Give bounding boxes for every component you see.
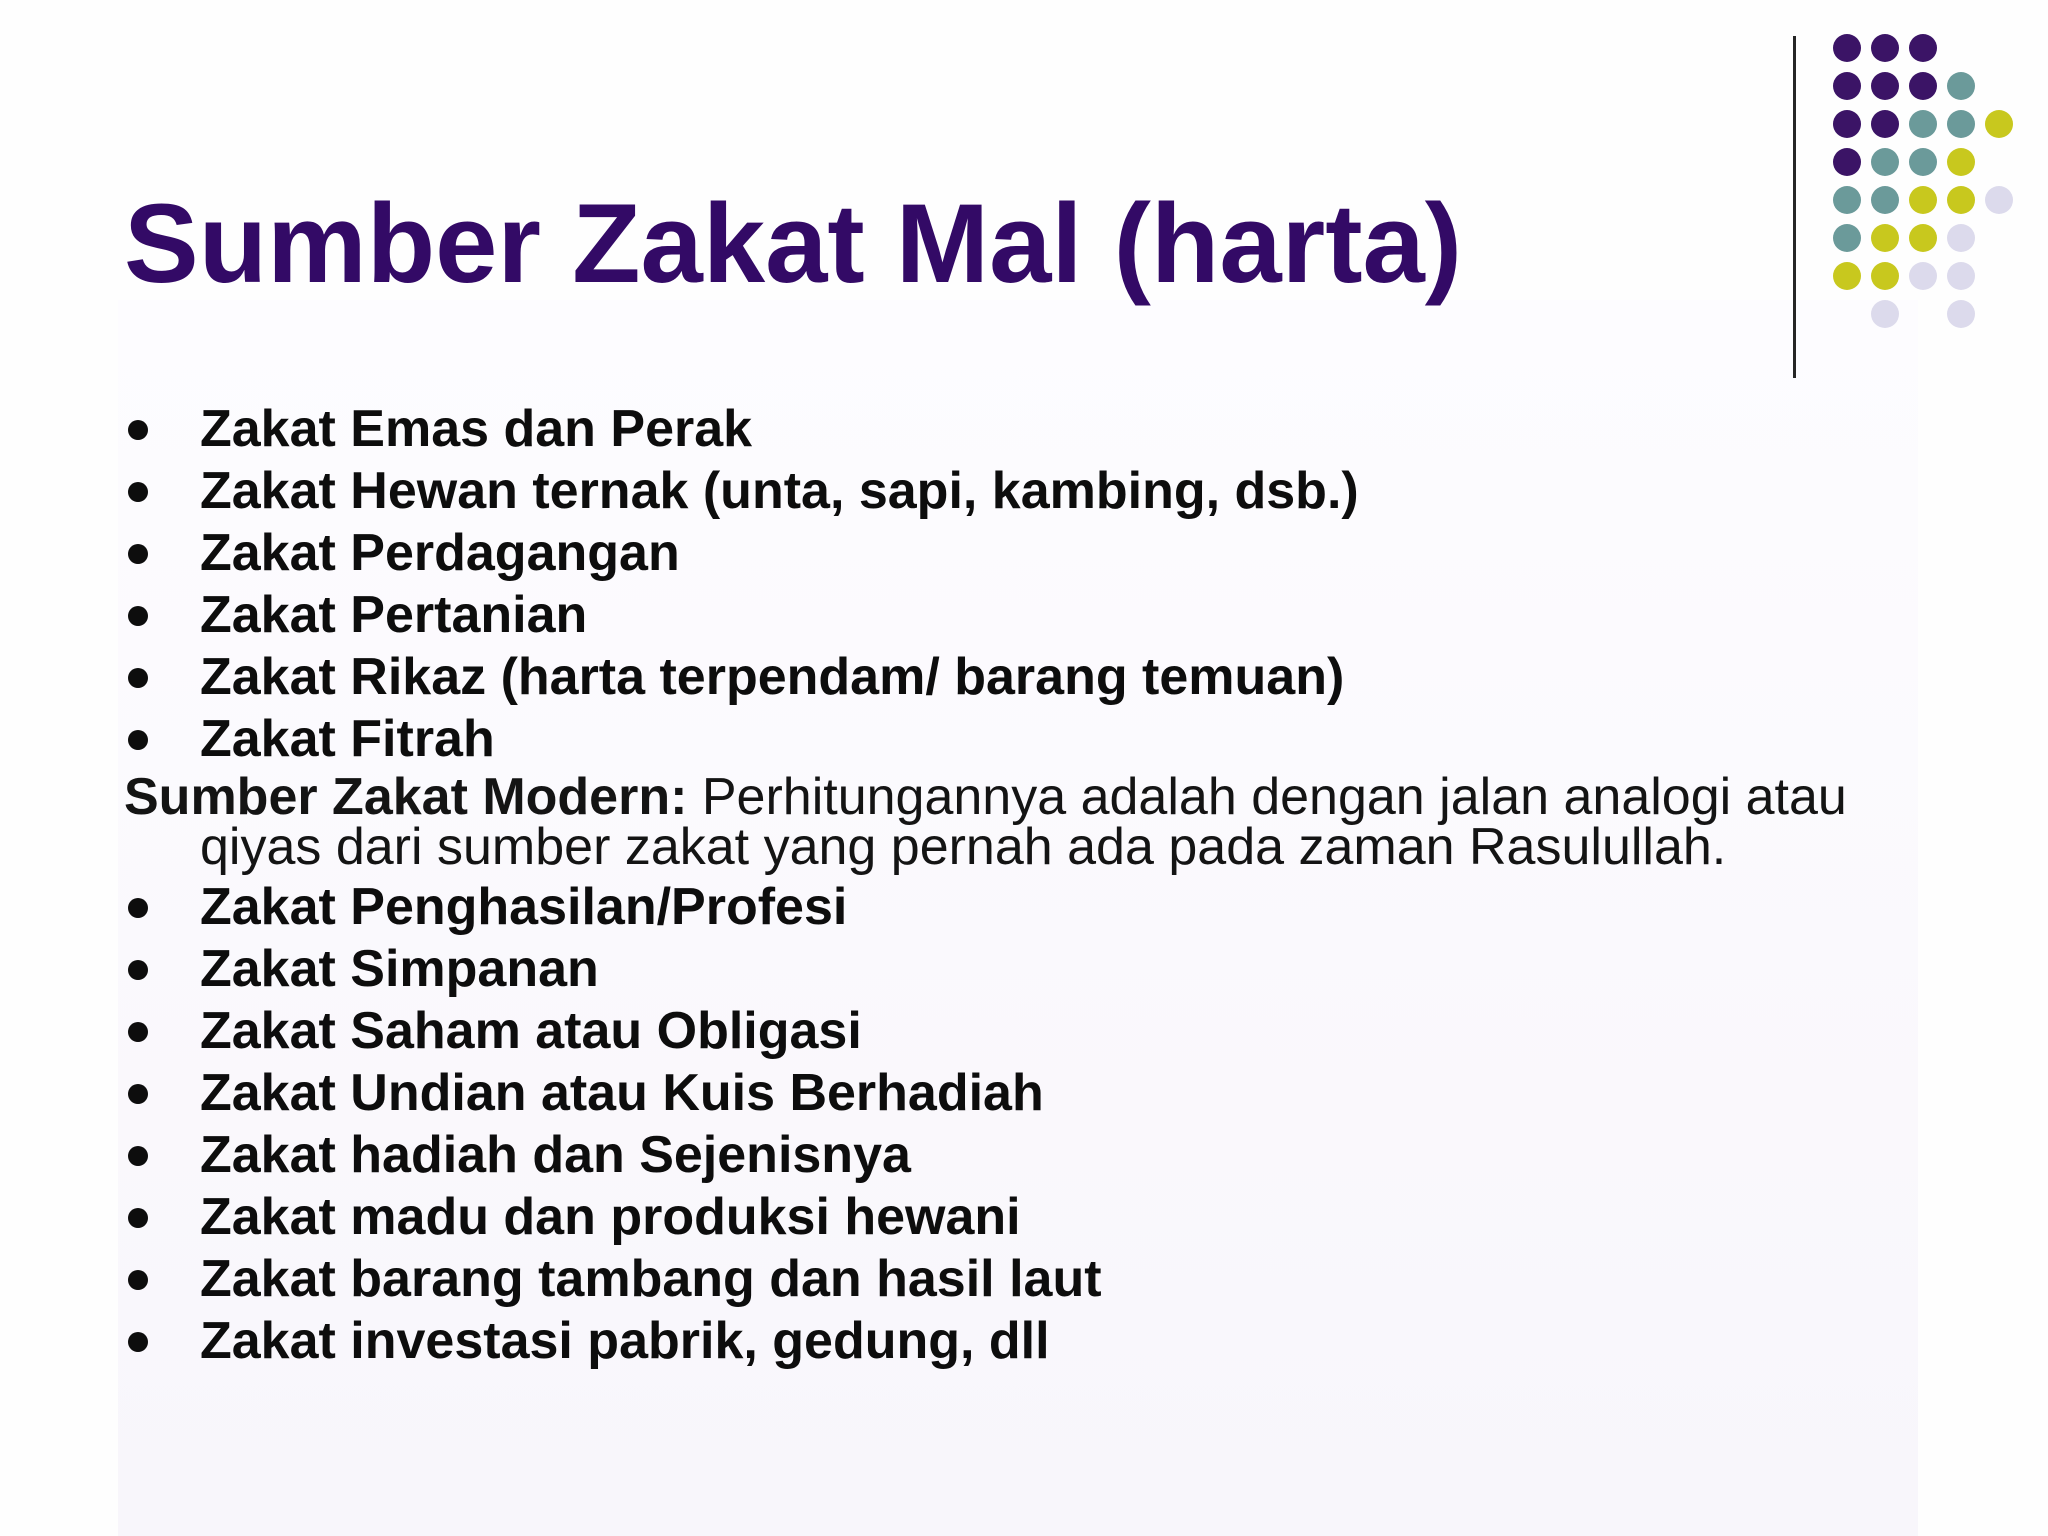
bullet-icon: [128, 1270, 148, 1290]
list-item: [124, 460, 1359, 522]
decorative-dot: [1947, 224, 1975, 252]
decorative-dot: [1947, 186, 1975, 214]
decorative-dot: [1871, 262, 1899, 290]
decorative-dot: [1947, 300, 1975, 328]
traditional-sources-list: [124, 398, 1359, 770]
decorative-dot: [1985, 186, 2013, 214]
decorative-dot: [1909, 186, 1937, 214]
list-item: [124, 398, 1359, 460]
decorative-dot: [1985, 110, 2013, 138]
decorative-dot: [1871, 224, 1899, 252]
decorative-dot: [1947, 262, 1975, 290]
bullet-icon: [128, 960, 148, 980]
list-item-label: Zakat Undian atau Kuis Berhadiah: [200, 1064, 1044, 1122]
bullet-icon: [128, 1084, 148, 1104]
decorative-dot: [1833, 148, 1861, 176]
list-item-label: Zakat Fitrah: [200, 710, 495, 768]
bullet-icon: [128, 606, 148, 626]
bullet-icon: [128, 1146, 148, 1166]
bullet-icon: [128, 668, 148, 688]
decorative-dot: [1909, 110, 1937, 138]
list-item: [124, 938, 1102, 1000]
list-item-label: Zakat Perdagangan: [200, 524, 680, 582]
list-item-label: Zakat investasi pabrik, gedung, dll: [200, 1312, 1050, 1370]
list-item-label: Zakat madu dan produksi hewani: [200, 1188, 1021, 1246]
bullet-icon: [128, 1022, 148, 1042]
list-item: [124, 584, 1359, 646]
list-item: [124, 1000, 1102, 1062]
list-item: [124, 1062, 1102, 1124]
decorative-dot: [1833, 262, 1861, 290]
list-item: [124, 708, 1359, 770]
decorative-dot: [1833, 72, 1861, 100]
decorative-dot: [1947, 110, 1975, 138]
bullet-icon: [128, 420, 148, 440]
list-item-label: Zakat Penghasilan/Profesi: [200, 878, 848, 936]
list-item: [124, 1124, 1102, 1186]
list-item-label: Zakat Rikaz (harta terpendam/ barang temuan): [200, 648, 1345, 706]
modern-sources-note: [124, 768, 1924, 876]
decorative-dot: [1871, 186, 1899, 214]
decorative-dot: [1833, 224, 1861, 252]
decorative-dot: [1947, 148, 1975, 176]
decorative-dot: [1833, 110, 1861, 138]
list-item: [124, 876, 1102, 938]
decorative-dot: [1871, 110, 1899, 138]
bullet-icon: [128, 1332, 148, 1352]
bullet-icon: [128, 482, 148, 502]
list-item: [124, 522, 1359, 584]
vertical-divider: [1793, 36, 1796, 378]
list-item: [124, 1186, 1102, 1248]
slide-title: Sumber Zakat Mal (harta): [124, 181, 1463, 306]
list-item: [124, 1248, 1102, 1310]
decorative-dot: [1871, 72, 1899, 100]
decorative-dot: [1909, 224, 1937, 252]
list-item: [124, 1310, 1102, 1372]
modern-sources-list: [124, 876, 1102, 1372]
decorative-dot: [1871, 34, 1899, 62]
modern-sources-text-line2: qiyas dari sumber zakat yang pernah ada pada zaman Rasulullah.: [200, 818, 1727, 876]
list-item-label: Zakat hadiah dan Sejenisnya: [200, 1126, 911, 1184]
bullet-icon: [128, 898, 148, 918]
decorative-dot: [1871, 148, 1899, 176]
bullet-icon: [128, 730, 148, 750]
list-item-label: Zakat Hewan ternak (unta, sapi, kambing, dsb.): [200, 462, 1359, 520]
modern-sources-text-line1: Perhitungannya adalah dengan jalan analogi atau: [687, 768, 1847, 826]
list-item-label: Zakat Simpanan: [200, 940, 599, 998]
decorative-dot: [1947, 72, 1975, 100]
decorative-dot: [1909, 262, 1937, 290]
bullet-icon: [128, 544, 148, 564]
decorative-dot: [1833, 34, 1861, 62]
list-item-label: Zakat Pertanian: [200, 586, 588, 644]
modern-sources-label: Sumber Zakat Modern:: [124, 768, 688, 826]
list-item: [124, 646, 1359, 708]
decorative-dot: [1909, 34, 1937, 62]
decorative-dot: [1909, 148, 1937, 176]
decorative-dot: [1833, 186, 1861, 214]
decorative-dot: [1909, 72, 1937, 100]
list-item-label: Zakat Emas dan Perak: [200, 400, 753, 458]
bullet-icon: [128, 1208, 148, 1228]
list-item-label: Zakat barang tambang dan hasil laut: [200, 1250, 1102, 1308]
list-item-label: Zakat Saham atau Obligasi: [200, 1002, 862, 1060]
